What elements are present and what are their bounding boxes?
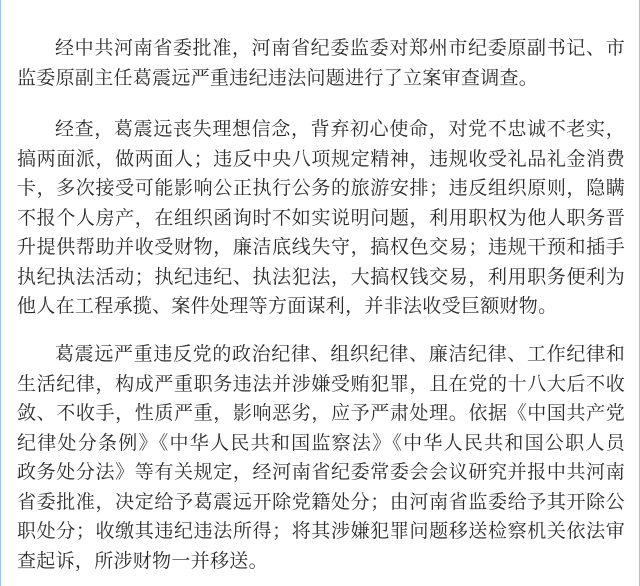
text-line: 敛、不收手，性质严重，影响恶劣，应予严肃处理。依据《中国共产党 [17, 402, 625, 424]
text-line: 经查，葛震远丧失理想信念，背弃初心使命，对党不忠诚不老实， [55, 118, 625, 140]
text-line: 他人在工程承揽、案件处理等方面谋利，并非法收受巨额财物。 [17, 295, 558, 317]
paragraph-2 [17, 115, 625, 322]
text-line: 执纪执法活动；执纪违纪、执法犯法，大搞权钱交易，利用职务便利为 [17, 265, 625, 288]
text-line: 纪律处分条例》《中华人民共和国监察法》《中华人民共和国公职人员 [17, 431, 625, 454]
text-line: 政务处分法》等有关规定，经河南省纪委常委会会议研究并报中共河南 [17, 461, 625, 483]
paragraph-1 [17, 34, 625, 93]
text-line: 职处分；收缴其违纪违法所得；将其涉嫌犯罪问题移送检察机关依法审 [17, 520, 625, 542]
text-line: 卡，多次接受可能影响公正执行公务的旅游安排；违反组织原则，隐瞒 [17, 177, 625, 199]
text-line: 搞两面派，做两面人；违反中央八项规定精神，违规收受礼品礼金消费 [17, 147, 625, 170]
text-line: 省委批准，决定给予葛震远开除党籍处分；由河南省监委给予其开除公 [17, 490, 625, 513]
text-line: 不报个人房产，在组织函询时不如实说明问题，利用职权为他人职务晋 [17, 206, 625, 229]
text-line: 升提供帮助并收受财物，廉洁底线失守，搞权色交易；违规干预和插手 [17, 236, 625, 258]
text-line: 葛震远严重违反党的政治纪律、组织纪律、廉洁纪律、工作纪律和 [55, 343, 625, 365]
text-line: 生活纪律，构成严重职务违法并涉嫌受贿犯罪，且在党的十八大后不收 [17, 372, 625, 395]
text-line: 查起诉，所涉财物一并移送。 [17, 549, 268, 572]
text-line: 经中共河南省委批准，河南省纪委监委对郑州市纪委原副书记、市 [55, 37, 625, 59]
paragraph-3 [17, 340, 625, 576]
text-line: 监委原副主任葛震远严重违纪违法问题进行了立案审查调查。 [17, 66, 539, 89]
